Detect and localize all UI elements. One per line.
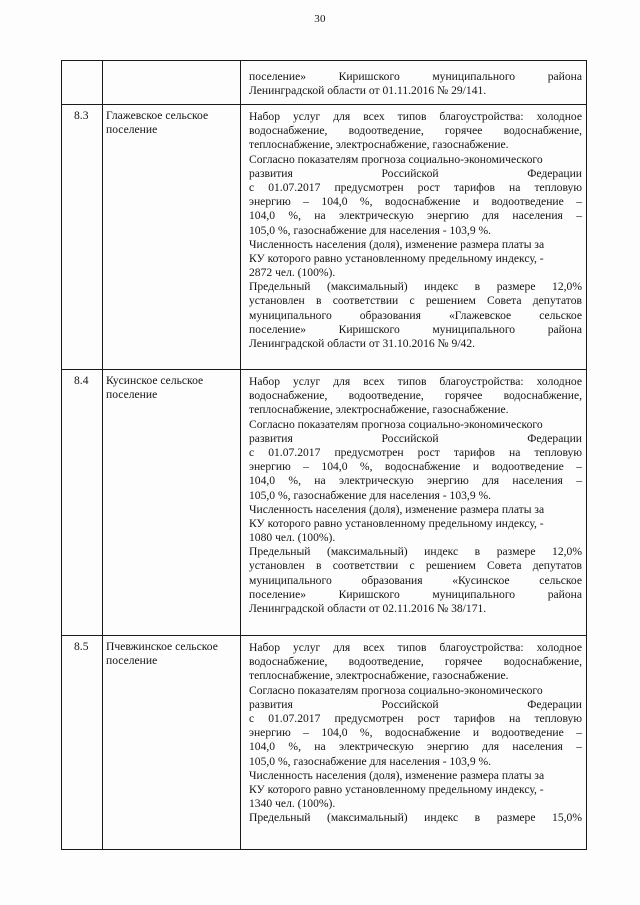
text-line: Численность населения (доля), изменение размера платы за: [249, 502, 545, 516]
row-text: [249, 110, 582, 351]
text-line: поселение» Киришского муниципального района: [249, 322, 582, 336]
text-line: теплоснабжение, электроснабжение, газоснабжение.: [249, 669, 509, 683]
text-line: Ленинградской области от 02.11.2016 № 38/171.: [249, 602, 487, 615]
text-line: Предельный (максимальный) индекс в размере 12,0%: [249, 280, 582, 294]
text-line: с 01.07.2017 предусмотрен рост тарифов на тепловую: [249, 445, 582, 459]
settlement-name-line: поселение: [106, 123, 158, 137]
settlement-name-line: поселение: [106, 654, 158, 668]
text-line: энергию – 104,0 %, водоснабжение и водоотведение –: [249, 460, 582, 474]
text-line: развития Российской Федерации: [249, 431, 582, 445]
text-line: теплоснабжение, электроснабжение, газоснабжение.: [249, 138, 509, 152]
text-line: водоснабжение, водоотведение, горячее водоснабжение,: [249, 655, 582, 669]
text-line: 1080 чел. (100%).: [249, 531, 336, 545]
text-line: 1340 чел. (100%).: [249, 797, 336, 811]
text-line: КУ которого равно установленному предельному индексу, -: [249, 782, 544, 796]
row-text: [249, 641, 582, 825]
text-line: 2872 чел. (100%).: [249, 266, 336, 280]
text-line: водоснабжение, водоотведение, горячее водоснабжение,: [249, 389, 582, 403]
text-line: муниципального образования «Кусинское сельское: [249, 573, 582, 587]
text-line: энергию – 104,0 %, водоснабжение и водоотведение –: [249, 195, 582, 209]
settlement-name: [106, 640, 238, 668]
text-line: Набор услуг для всех типов благоустройства: холодное: [249, 375, 582, 388]
row-number: 8.5: [74, 640, 89, 653]
text-line: с 01.07.2017 предусмотрен рост тарифов на тепловую: [249, 180, 582, 194]
text-line: Набор услуг для всех типов благоустройства: холодное: [249, 110, 582, 123]
row-number: 8.3: [74, 109, 89, 122]
row-text: [249, 70, 582, 98]
text-line: поселение» Киришского муниципального района: [249, 70, 582, 83]
text-line: КУ которого равно установленному предельному индексу, -: [249, 251, 544, 265]
text-line: Набор услуг для всех типов благоустройства: холодное: [249, 641, 582, 654]
text-line: Предельный (максимальный) индекс в размере 15,0%: [249, 811, 582, 825]
settlement-name: [106, 374, 238, 402]
settlement-name: [106, 109, 238, 137]
text-line: КУ которого равно установленному предельному индексу, -: [249, 516, 544, 530]
text-line: Ленинградской области от 31.10.2016 № 9/42.: [249, 337, 476, 350]
text-line: установлен в соответствии с решением Совета депутатов: [249, 294, 582, 308]
column-divider: [102, 61, 103, 849]
text-line: 104,0 %, на электрическую энергию для населения –: [249, 740, 582, 754]
text-line: Согласно показателям прогноза социально-экономического: [249, 683, 543, 697]
text-line: Предельный (максимальный) индекс в размере 12,0%: [249, 545, 582, 559]
text-line: водоснабжение, водоотведение, горячее водоснабжение,: [249, 124, 582, 138]
text-line: энергию – 104,0 %, водоснабжение и водоотведение –: [249, 726, 582, 740]
text-line: Численность населения (доля), изменение размера платы за: [249, 237, 545, 251]
text-line: развития Российской Федерации: [249, 697, 582, 711]
settlement-name-line: Глажевское сельское: [106, 109, 209, 122]
text-line: 104,0 %, на электрическую энергию для населения –: [249, 209, 582, 223]
row-divider: [62, 104, 586, 105]
settlement-name-line: Кусинское сельское: [106, 374, 204, 387]
text-line: с 01.07.2017 предусмотрен рост тарифов на тепловую: [249, 711, 582, 725]
row-divider: [62, 635, 586, 636]
page-number: 30: [314, 13, 326, 25]
row-divider: [62, 369, 586, 370]
text-line: Согласно показателям прогноза социально-экономического: [249, 152, 543, 166]
tariff-table: [61, 60, 587, 850]
text-line: Согласно показателям прогноза социально-экономического: [249, 417, 543, 431]
settlement-name-line: Пчевжинское сельское: [106, 640, 218, 653]
text-line: Численность населения (доля), изменение размера платы за: [249, 768, 545, 782]
text-line: 105,0 %, газоснабжение для населения - 103,9 %.: [249, 223, 492, 237]
row-text: [249, 375, 582, 616]
text-line: установлен в соответствии с решением Совета депутатов: [249, 559, 582, 573]
row-number: 8.4: [74, 374, 89, 387]
text-line: 104,0 %, на электрическую энергию для населения –: [249, 474, 582, 488]
column-divider: [240, 61, 241, 849]
text-line: Ленинградской области от 01.11.2016 № 29/141.: [249, 84, 487, 98]
settlement-name-line: поселение: [106, 388, 158, 402]
text-line: 105,0 %, газоснабжение для населения - 103,9 %.: [249, 488, 492, 502]
text-line: поселение» Киришского муниципального района: [249, 587, 582, 601]
text-line: теплоснабжение, электроснабжение, газоснабжение.: [249, 403, 509, 417]
text-line: развития Российской Федерации: [249, 166, 582, 180]
text-line: муниципального образования «Глажевское сельское: [249, 308, 582, 322]
text-line: 105,0 %, газоснабжение для населения - 103,9 %.: [249, 754, 492, 768]
